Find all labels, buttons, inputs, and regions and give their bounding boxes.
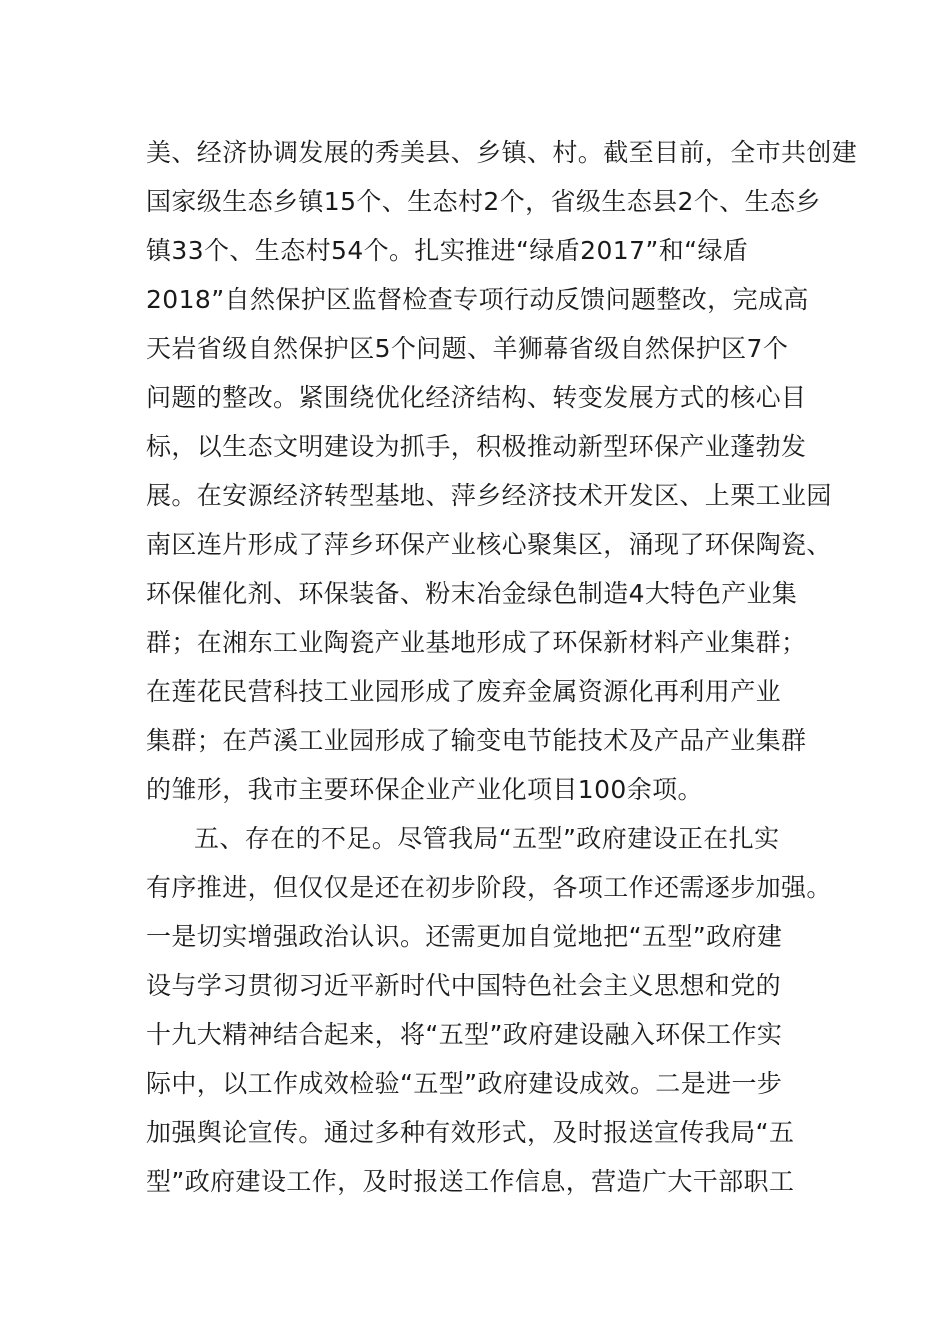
text-line: 美、经济协调发展的秀美县、乡镇、村。截至目前，全市共创建 (146, 138, 858, 167)
text-line: 展。在安源经济转型基地、萍乡经济技术开发区、上栗工业园 (146, 481, 832, 510)
text-line: 群；在湘东工业陶瓷产业基地形成了环保新材料产业集群； (146, 628, 807, 657)
text-line: 环保催化剂、环保装备、粉末冶金绿色制造4大特色产业集 (146, 579, 798, 608)
text-line: 问题的整改。紧围绕优化经济结构、转变发展方式的核心目 (146, 383, 807, 412)
text-line: 天岩省级自然保护区5个问题、羊狮幕省级自然保护区7个 (146, 334, 789, 363)
text-line: 南区连片形成了萍乡环保产业核心聚集区，涌现了环保陶瓷、 (146, 530, 832, 559)
text-line: 有序推进，但仅仅是还在初步阶段，各项工作还需逐步加强。 (146, 873, 832, 902)
text-line: 一是切实增强政治认识。还需更加自觉地把“五型”政府建 (146, 922, 783, 951)
text-line: 国家级生态乡镇15个、生态村2个，省级生态县2个、生态乡 (146, 187, 821, 216)
text-line: 加强舆论宣传。通过多种有效形式，及时报送宣传我局“五 (146, 1118, 795, 1147)
paragraph-heading-line: 五、存在的不足。尽管我局“五型”政府建设正在扎实 (194, 824, 780, 853)
text-line: 十九大精神结合起来，将“五型”政府建设融入环保工作实 (146, 1020, 783, 1049)
text-line: 的雏形，我市主要环保企业产业化项目100余项。 (146, 775, 703, 804)
text-line: 在莲花民营科技工业园形成了废弃金属资源化再利用产业 (146, 677, 782, 706)
document-body (146, 128, 858, 1206)
text-line: 型”政府建设工作，及时报送工作信息，营造广大干部职工 (146, 1167, 795, 1196)
text-line: 集群；在芦溪工业园形成了输变电节能技术及产品产业集群 (146, 726, 807, 755)
text-line: 际中，以工作成效检验“五型”政府建设成效。二是进一步 (146, 1069, 783, 1098)
text-line: 标，以生态文明建设为抓手，积极推动新型环保产业蓬勃发 (146, 432, 807, 461)
text-line: 2018”自然保护区监督检查专项行动反馈问题整改，完成高 (146, 285, 809, 314)
text-line: 镇33个、生态村54个。扎实推进“绿盾2017”和“绿盾 (146, 236, 749, 265)
text-line: 设与学习贯彻习近平新时代中国特色社会主义思想和党的 (146, 971, 782, 1000)
